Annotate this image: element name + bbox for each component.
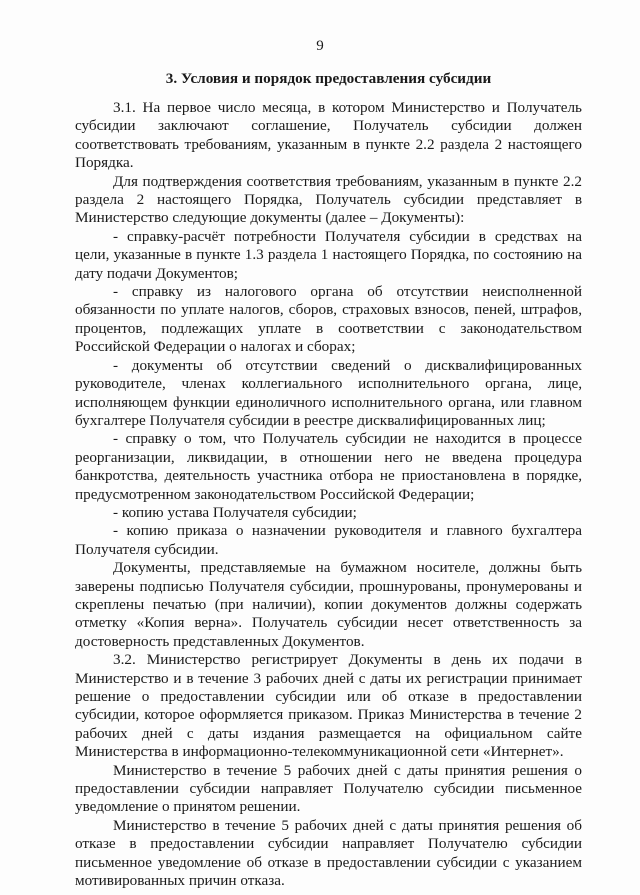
paragraph-paper-documents: Документы, представляемые на бумажном носителе, должны быть заверены подписью Получателя субсидии, прошнурованы, пронумерованы и скреплены печатью (при наличии), копии документов должны содержать отметку «Копия верна». Получатель субсидии несет ответственность за достоверность представленных Документов. [75,559,582,650]
list-item-reorganization: - справку о том, что Получатель субсидии не находится в процессе реорганизации, ликвидации, в отношении него не введена процедура банкротства, деятельность участника отбора не приостановлена в порядке, предусмотренном законодательством Российской Федерации; [75,430,582,503]
list-item-order-copy: - копию приказа о назначении руководителя и главного бухгалтера Получателя субсидии. [75,522,582,558]
paragraph-3-1: 3.1. На первое число месяца, в котором Министерство и Получатель субсидии заключают соглашение, Получатель субсидии должен соответствовать требованиям, указанным в пункте 2.2 раздела 2 настоящего Порядка. [75,99,582,172]
page-number: 9 [316,38,324,54]
paragraph-refusal-notice: Министерство в течение 5 рабочих дней с даты принятия решения об отказе в предоставлении субсидии направляет Получателю субсидии письменное уведомление об отказе в предоставлении субсидии с указанием мотивированных причин отказа. [75,816,582,890]
list-item-disqualification: - документы об отсутствии сведений о дисквалифицированных руководителе, членах коллегиального исполнительного органа, лице, исполняющем функции единоличного исполнительного органа, или главном бухгалтере Получателя субсидии в реестре дисквалифицированных лиц; [75,356,582,429]
section-heading: 3. Условия и порядок предоставления субсидии [165,70,492,87]
section-body [75,99,582,890]
list-item-tax-certificate: - справку из налогового органа об отсутствии неисполненной обязанности по уплате налогов, сборов, страховых взносов, пеней, штрафов, процентов, подлежащих уплате в соответствии с законодательством Российской Федерации о налогах и сборах; [75,283,582,356]
list-item-calculation: - справку-расчёт потребности Получателя субсидии в средствах на цели, указанные в пункте 1.3 раздела 1 настоящего Порядка, по состоянию на дату подачи Документов; [75,227,582,282]
paragraph-documents-intro: Для подтверждения соответствия требованиям, указанным в пункте 2.2 раздела 2 настоящего Порядка, Получатель субсидии представляет в Министерство следующие документы (далее – Документы): [75,172,582,227]
paragraph-3-2: 3.2. Министерство регистрирует Документы в день их подачи в Министерство и в течение 3 рабочих дней с даты их регистрации принимает решение о предоставлении субсидии или об отказе в предоставлении субсидии, которое оформляется приказом. Приказ Министерства в течение 2 рабочих дней с даты издания размещается на официальном сайте Министерства в информационно-телекоммуникационной сети «Интернет». [75,651,582,761]
list-item-charter-copy: - копию устава Получателя субсидии; [113,503,357,521]
paragraph-grant-notice: Министерство в течение 5 рабочих дней с даты принятия решения о предоставлении субсидии направляет Получателю субсидии письменное уведомление о принятом решении. [75,761,582,816]
